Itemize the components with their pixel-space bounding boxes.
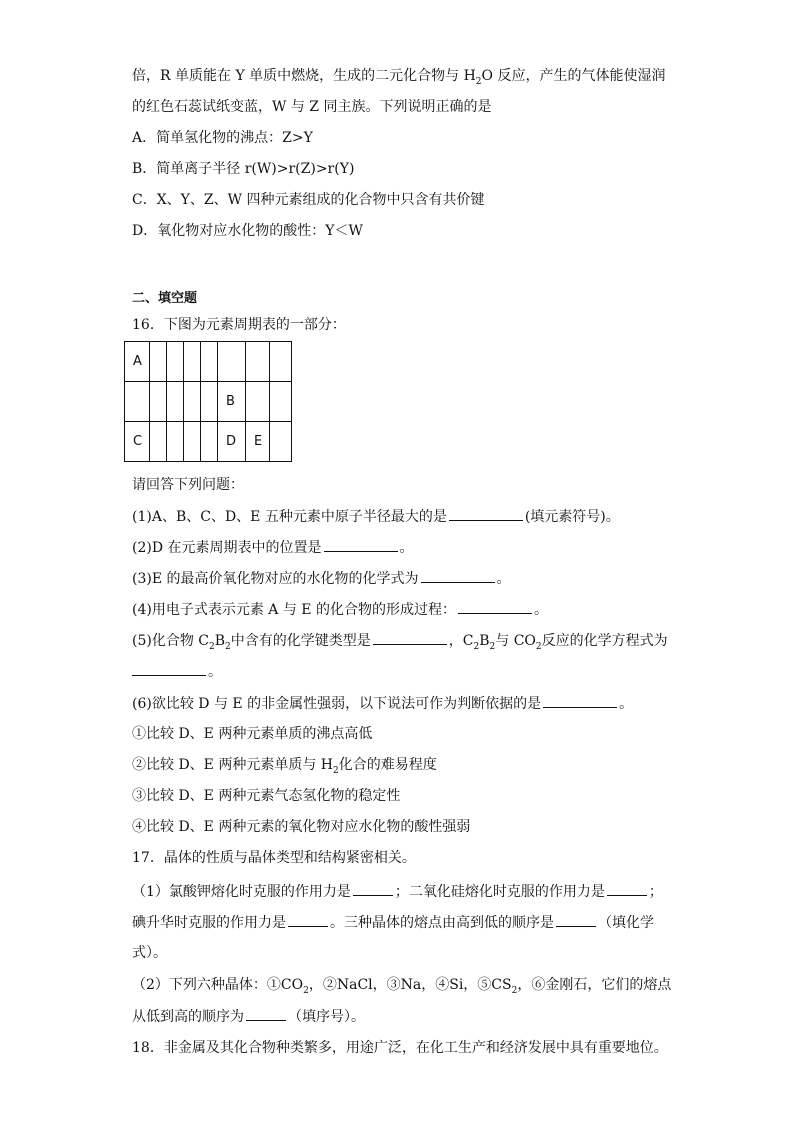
q15-stem-line2: 的红色石蕊试纸变蓝，W 与 Z 同主族。下列说明正确的是 (132, 99, 492, 115)
table-cell (270, 382, 292, 422)
answer-blank[interactable] (607, 881, 647, 896)
table-cell (150, 342, 167, 382)
table-cell (184, 382, 201, 422)
q15-option-a: A．简单氢化物的沸点：Z>Y (132, 130, 313, 146)
answer-blank[interactable] (353, 881, 393, 896)
table-cell: E (246, 422, 270, 462)
q16-part4: (4)用电子式表示元素 A 与 E 的化合物的形成过程： 。 (132, 599, 548, 620)
answer-blank[interactable] (324, 537, 398, 552)
q16-choice-4: ④比较 D、E 两种元素的氧化物对应水化物的酸性强弱 (132, 819, 471, 835)
q16-part6: (6)欲比较 D 与 E 的非金属性强弱，以下说法可作为判断依据的是 。 (132, 693, 633, 714)
table-cell: B (218, 382, 246, 422)
q17-part1-line2: 碘升华时克服的作用力是 。三种晶体的熔点由高到低的顺序是 （填化学 (132, 912, 654, 933)
q15-option-b: B．简单离子半径 r(W)>r(Z)>r(Y) (132, 161, 355, 177)
q16-part5: (5)化合物 $C_2B_2$中含有的化学键类型是 ，$C_2B_2$与 $CO_2$反应的化学方程式为 (132, 630, 668, 651)
q17-part1-line3: 式）。 (132, 945, 167, 961)
q16-choice-3: ③比较 D、E 两种元素气态氢化物的稳定性 (132, 788, 401, 804)
table-cell (150, 382, 167, 422)
table-cell: C (125, 422, 150, 462)
table-cell (218, 342, 246, 382)
answer-blank[interactable] (458, 599, 532, 614)
periodic-table-fragment (124, 341, 292, 462)
table-cell (201, 382, 218, 422)
answer-blank[interactable] (246, 1006, 286, 1021)
answer-blank[interactable] (543, 693, 617, 708)
answer-blank[interactable] (556, 912, 596, 927)
q15-option-d: D．氧化物对应水化物的酸性：Y＜W (132, 223, 363, 239)
q16-stem: 16．下图为元素周期表的一部分： (132, 317, 346, 333)
table-cell (201, 342, 218, 382)
q16-choice-2: ②比较 D、E 两种元素单质与 $H_2$化合的难易程度 (132, 757, 437, 776)
table-cell (270, 422, 292, 462)
table-cell (167, 422, 184, 462)
table-cell (125, 382, 150, 422)
q15-stem-line1: 倍，R 单质能在 Y 单质中燃烧，生成的二元化合物与 $H_2O$ 反应，产生的气体能使湿润 (132, 68, 666, 87)
q16-part1: (1)A、B、C、D、E 五种元素中原子半径最大的是 (填元素符号)。 (132, 506, 620, 527)
q17-part2-line1: （2）下列六种晶体：$①CO_2$，②NaCl，③Na，④Si，$⑤CS_2$，⑥金刚石，它们的熔点 (132, 977, 672, 996)
table-cell (246, 342, 270, 382)
table-cell (167, 342, 184, 382)
answer-blank[interactable] (449, 506, 523, 521)
table-cell: D (218, 422, 246, 462)
table-cell (184, 422, 201, 462)
answer-blank[interactable] (132, 661, 206, 676)
table-cell (184, 342, 201, 382)
table-cell (201, 422, 218, 462)
q16-part3: (3)E 的最高价氧化物对应的水化物的化学式为 。 (132, 568, 511, 589)
answer-blank[interactable] (421, 568, 495, 583)
q16-choice-1: ①比较 D、E 两种元素单质的沸点高低 (132, 726, 373, 742)
q16-prompt: 请回答下列问题： (132, 477, 244, 493)
answer-blank[interactable] (288, 912, 328, 927)
q16-part5-cont: 。 (132, 661, 222, 682)
table-cell (150, 422, 167, 462)
q16-part2: (2)D 在元素周期表中的位置是 。 (132, 537, 414, 558)
table-cell: A (125, 342, 150, 382)
table-cell (270, 342, 292, 382)
answer-blank[interactable] (373, 630, 447, 645)
q18-stem: 18．非金属及其化合物种类繁多，用途广泛，在化工生产和经济发展中具有重要地位。 (132, 1040, 668, 1056)
q17-part1-line1: （1）氯酸钾熔化时克服的作用力是 ；二氧化硅熔化时克服的作用力是 ； (132, 881, 663, 902)
table-cell (246, 382, 270, 422)
q17-stem: 17．晶体的性质与晶体类型和结构紧密相关。 (132, 850, 416, 866)
q17-part2-line2: 从低到高的顺序为 （填序号）。 (132, 1006, 365, 1027)
table-cell (167, 382, 184, 422)
section-title: 二、填空题 (132, 291, 198, 306)
q15-option-c: C．X、Y、Z、W 四种元素组成的化合物中只含有共价键 (132, 192, 485, 208)
